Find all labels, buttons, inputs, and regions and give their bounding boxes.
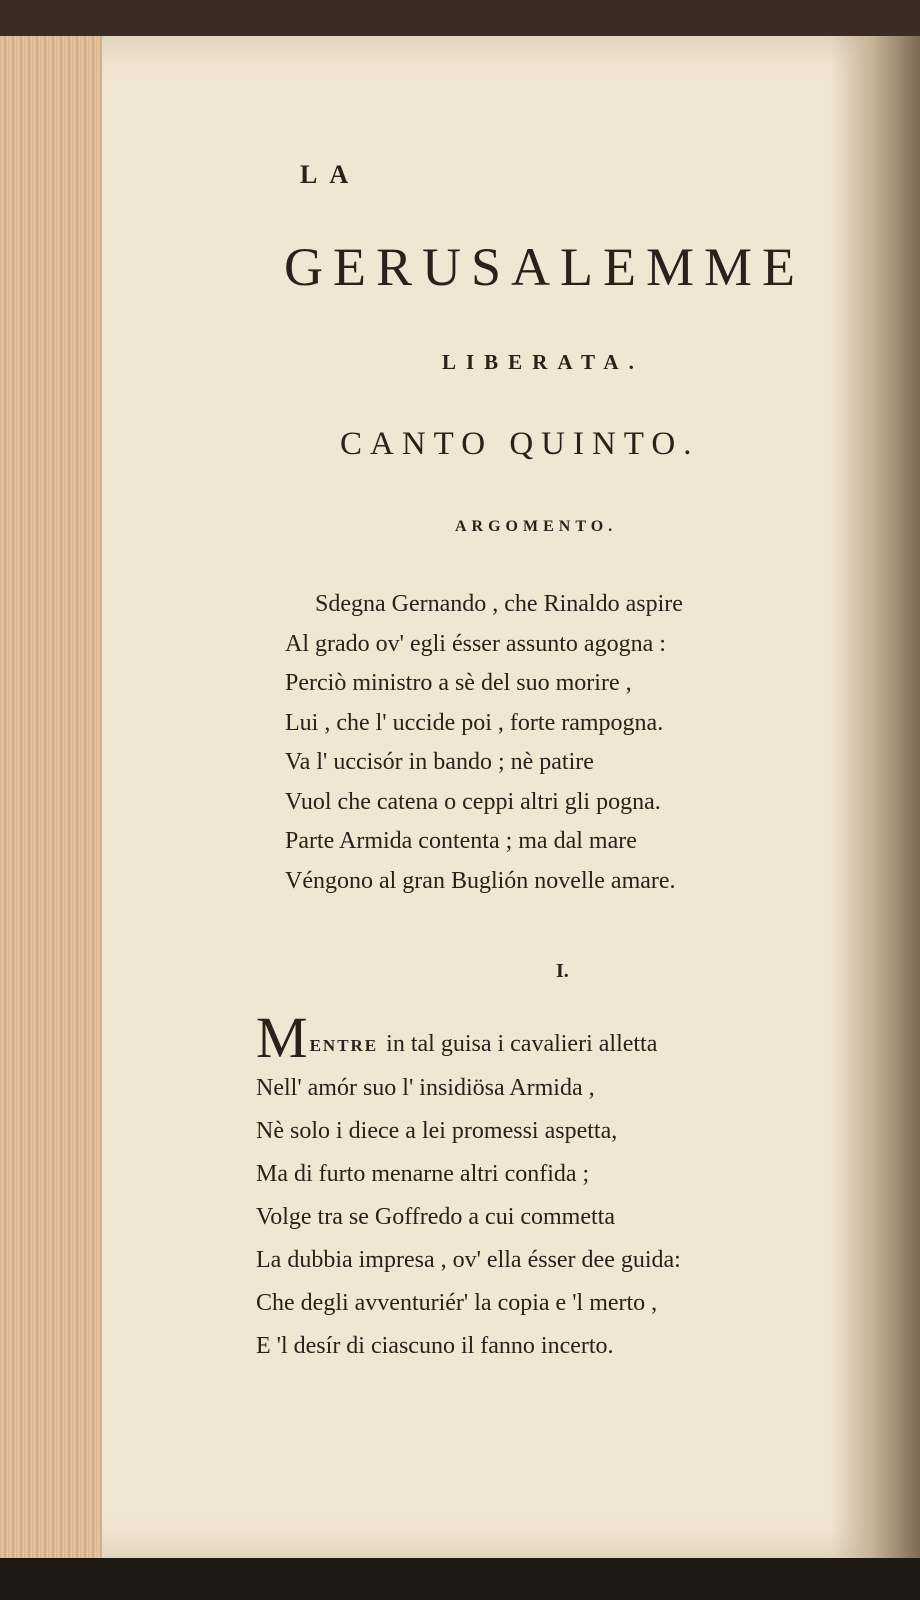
first-word-smallcaps: ENTRE — [309, 1036, 379, 1055]
stanza-block — [256, 1005, 681, 1368]
stanza-line: Nè solo i diece a lei promessi aspetta, — [256, 1118, 618, 1144]
first-line-rest: in tal guisa i cavalieri alletta — [386, 1031, 658, 1057]
top-background — [0, 0, 920, 36]
argument-line: Va l' uccisór in bando ; nè patire — [285, 749, 594, 775]
spine-shadow — [830, 36, 920, 1558]
stanza-first-line — [256, 1005, 681, 1070]
argument-block — [285, 585, 683, 901]
argument-line: Véngono al gran Buglión novelle amare. — [285, 867, 676, 894]
argument-line: Vuol che catena o ceppi altri gli pogna. — [285, 788, 661, 815]
heading-gerusalemme: GERUSALEMME — [284, 237, 806, 297]
argument-line: Sdegna Gernando , che Rinaldo aspire — [315, 591, 683, 617]
stanza-line: La dubbia impresa , ov' ella ésser dee guida: — [256, 1247, 681, 1273]
argument-line: Lui , che l' uccide poi , forte rampogna. — [285, 709, 664, 736]
stanza-line: Nell' amór suo l' insidiösa Armida , — [256, 1075, 595, 1101]
bottom-background — [0, 1558, 920, 1600]
stanza-line: E 'l desír di ciascuno il fanno incerto. — [256, 1333, 614, 1359]
heading-argomento: ARGOMENTO. — [455, 518, 618, 535]
argument-line: Al grado ov' egli ésser assunto agogna : — [285, 630, 666, 657]
heading-canto: CANTO QUINTO. — [340, 426, 700, 462]
stanza-line: Volge tra se Goffredo a cui commetta — [256, 1204, 615, 1230]
page-edges — [0, 36, 102, 1558]
argument-line: Parte Armida contenta ; ma dal mare — [285, 828, 637, 854]
drop-cap: M — [256, 1005, 308, 1070]
stanza-line: Che degli avventuriér' la copia e 'l merto , — [256, 1290, 658, 1316]
stanza-line: Ma di furto menarne altri confida ; — [256, 1161, 590, 1187]
argument-line: Perciò ministro a sè del suo morire , — [285, 670, 632, 696]
stanza-number: I. — [556, 960, 569, 982]
heading-la: LA — [300, 160, 361, 189]
heading-liberata: LIBERATA. — [442, 350, 644, 374]
